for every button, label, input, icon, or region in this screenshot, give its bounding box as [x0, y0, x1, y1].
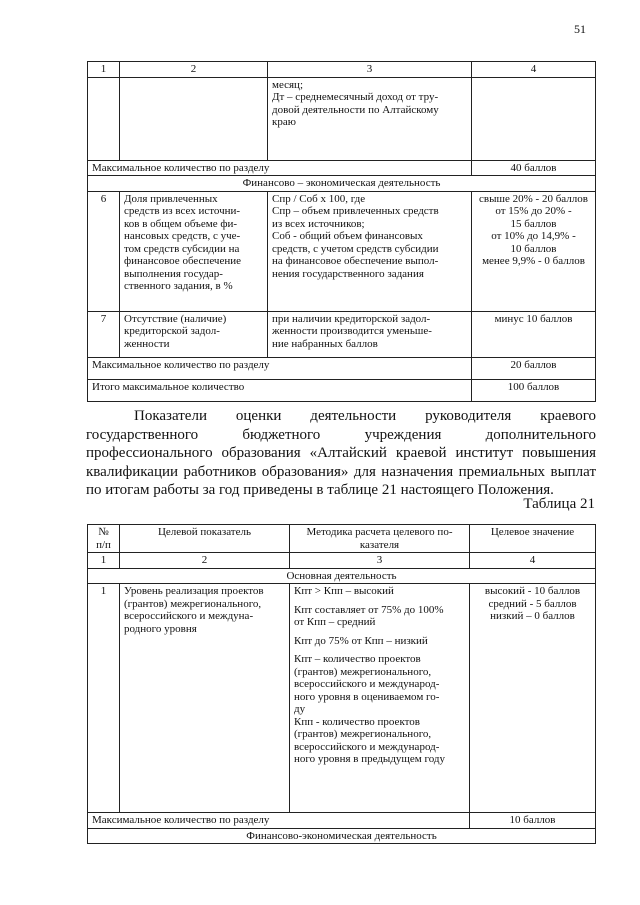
header-value: Целевое значение	[470, 525, 596, 553]
indicator-cell: Отсутствие (наличие) кредиторской задол- женности	[120, 311, 268, 357]
paragraph-text: Показатели оценки деятельности руководителя краевого государственного бюджетного учреждения дополнительного профессионального образования «Алтайский краевой институт повышения квалификации работников образования» для назначения премиальных выплат по итогам работы за год приведены в таблице 21 настоящего Положения.	[86, 408, 596, 498]
section-heading: Финансово – экономическая деятельность	[88, 176, 596, 192]
section-max-label: Максимальное количество по разделу	[88, 813, 470, 829]
value-cell: свыше 20% - 20 баллов от 15% до 20% - 15 баллов от 10% до 14,9% - 10 баллов менее 9,9% - 0 баллов	[472, 191, 596, 311]
table-row	[88, 191, 596, 311]
section-heading: Финансово-экономическая деятельность	[88, 828, 596, 844]
table-header-row	[88, 525, 596, 553]
table-row	[88, 77, 596, 160]
total-value: 100 баллов	[472, 379, 596, 401]
method-cell: при наличии кредиторской задол- женности производится уменьше- ние набранных баллов	[268, 311, 472, 357]
column-index: 1	[88, 62, 120, 78]
table-caption: Таблица 21	[523, 496, 595, 512]
column-index: 3	[268, 62, 472, 78]
row-number: 6	[88, 191, 120, 311]
table-index-row	[88, 62, 596, 78]
section-max-label: Максимальное количество по разделу	[88, 160, 472, 176]
table-row	[88, 584, 596, 813]
header-indicator: Целевой показатель	[120, 525, 290, 553]
column-index: 1	[88, 553, 120, 569]
value-cell: высокий - 10 баллов средний - 5 баллов низкий – 0 баллов	[470, 584, 596, 813]
method-cell: месяц; Дт – среднемесячный доход от тру- довой деятельности по Алтайскому краю	[268, 77, 472, 160]
criteria-table-20	[87, 61, 596, 402]
row-number: 1	[88, 584, 120, 813]
method-medium: Кпт составляет от 75% до 100% от Кпп – средний	[294, 603, 444, 628]
criteria-table-21	[87, 524, 596, 844]
section-max-value: 40 баллов	[472, 160, 596, 176]
indicator-cell: Уровень реализация проектов (грантов) межрегионального, всероссийского и междуна- родного уровня	[120, 584, 290, 813]
header-number: № п/п	[88, 525, 120, 553]
table-row	[88, 311, 596, 357]
section-max-value: 20 баллов	[472, 357, 596, 379]
total-label: Итого максимальное количество	[88, 379, 472, 401]
header-method: Методика расчета целевого по- казателя	[290, 525, 470, 553]
column-index: 2	[120, 62, 268, 78]
section-heading-row	[88, 568, 596, 584]
indicator-cell: Доля привлеченных средств из всех источни- ков в общем объеме фи- нансовых средств, с уче- том средств субсидии на финансовое обеспечение выполнения государ- ственного задания, в %	[120, 191, 268, 311]
column-index: 4	[472, 62, 596, 78]
section-max-row	[88, 813, 596, 829]
table-index-row	[88, 553, 596, 569]
body-paragraph	[86, 407, 596, 500]
section-heading-row	[88, 176, 596, 192]
column-index: 4	[470, 553, 596, 569]
section-heading: Основная деятельность	[88, 568, 596, 584]
section-heading-row	[88, 828, 596, 844]
total-row	[88, 379, 596, 401]
method-low: Кпт до 75% от Кпп – низкий	[294, 634, 428, 647]
column-index: 2	[120, 553, 290, 569]
page-number: 51	[574, 22, 586, 36]
value-cell	[472, 77, 596, 160]
method-cell: Спр / Соб х 100, где Спр – объем привлеченных средств из всех источников; Соб - общий объем финансовых средств, с учетом средств субсидии на финансовое обеспечение выпол- нения государственного задания	[268, 191, 472, 311]
method-legend: Кпт – количество проектов (грантов) межрегионального, всероссийского и международ- ного уровня в оцениваемом го- ду Кпп - количество проектов (грантов) межрегионального, всероссийского и международ- ного уровня в предыдущем году	[294, 653, 445, 765]
method-high: Кпт > Кпп – высокий	[294, 585, 394, 597]
section-max-row	[88, 160, 596, 176]
column-index: 3	[290, 553, 470, 569]
section-max-label: Максимальное количество по разделу	[88, 357, 472, 379]
method-cell	[290, 584, 470, 813]
section-max-value: 10 баллов	[470, 813, 596, 829]
value-cell: минус 10 баллов	[472, 311, 596, 357]
row-number: 7	[88, 311, 120, 357]
section-max-row	[88, 357, 596, 379]
